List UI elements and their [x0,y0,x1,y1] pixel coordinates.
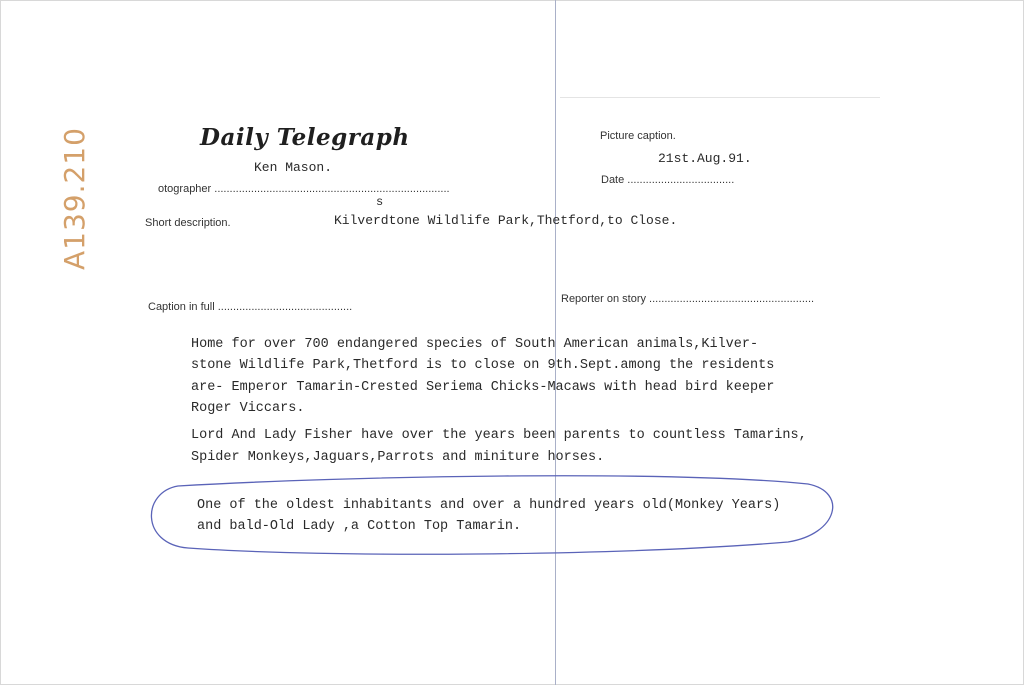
faint-rule [560,97,880,98]
photographer-label: otographer ............................................................................. [158,183,450,195]
short-description-label: Short description. [145,217,231,229]
date-value: 21st.Aug.91. [658,151,752,166]
picture-caption-label: Picture caption. [600,130,676,142]
caption-line: Home for over 700 endangered species of South American animals,Kilver- [191,337,759,352]
caption-line: Roger Viccars. [191,401,305,416]
date-label: Date ................................... [601,174,735,186]
caption-line: Spider Monkeys,Jaguars,Parrots and miniture horses. [191,450,605,465]
caption-line: stone Wildlife Park,Thetford is to close on 9th.Sept.among the residents [191,358,775,373]
reporter-label: Reporter on story ...................................................... [561,293,815,305]
circled-caption-line: and bald-Old Lady ,a Cotton Top Tamarin. [197,519,522,534]
newspaper-masthead: Daily Telegraph [200,124,410,151]
handwritten-archive-number: A139.210 [58,127,91,270]
stray-typed-mark: s [376,195,384,209]
caption-line: Lord And Lady Fisher have over the years been parents to countless Tamarins, [191,428,807,443]
circled-caption-line: One of the oldest inhabitants and over a hundred years old(Monkey Years) [197,498,781,513]
hand-drawn-oval [148,472,838,558]
short-description-value: Kilverdtone Wildlife Park,Thetford,to Close. [334,213,678,228]
caption-line: are- Emperor Tamarin-Crested Seriema Chicks-Macaws with head bird keeper [191,380,775,395]
photographer-name: Ken Mason. [254,160,333,175]
caption-in-full-label: Caption in full ............................................ [148,301,353,313]
